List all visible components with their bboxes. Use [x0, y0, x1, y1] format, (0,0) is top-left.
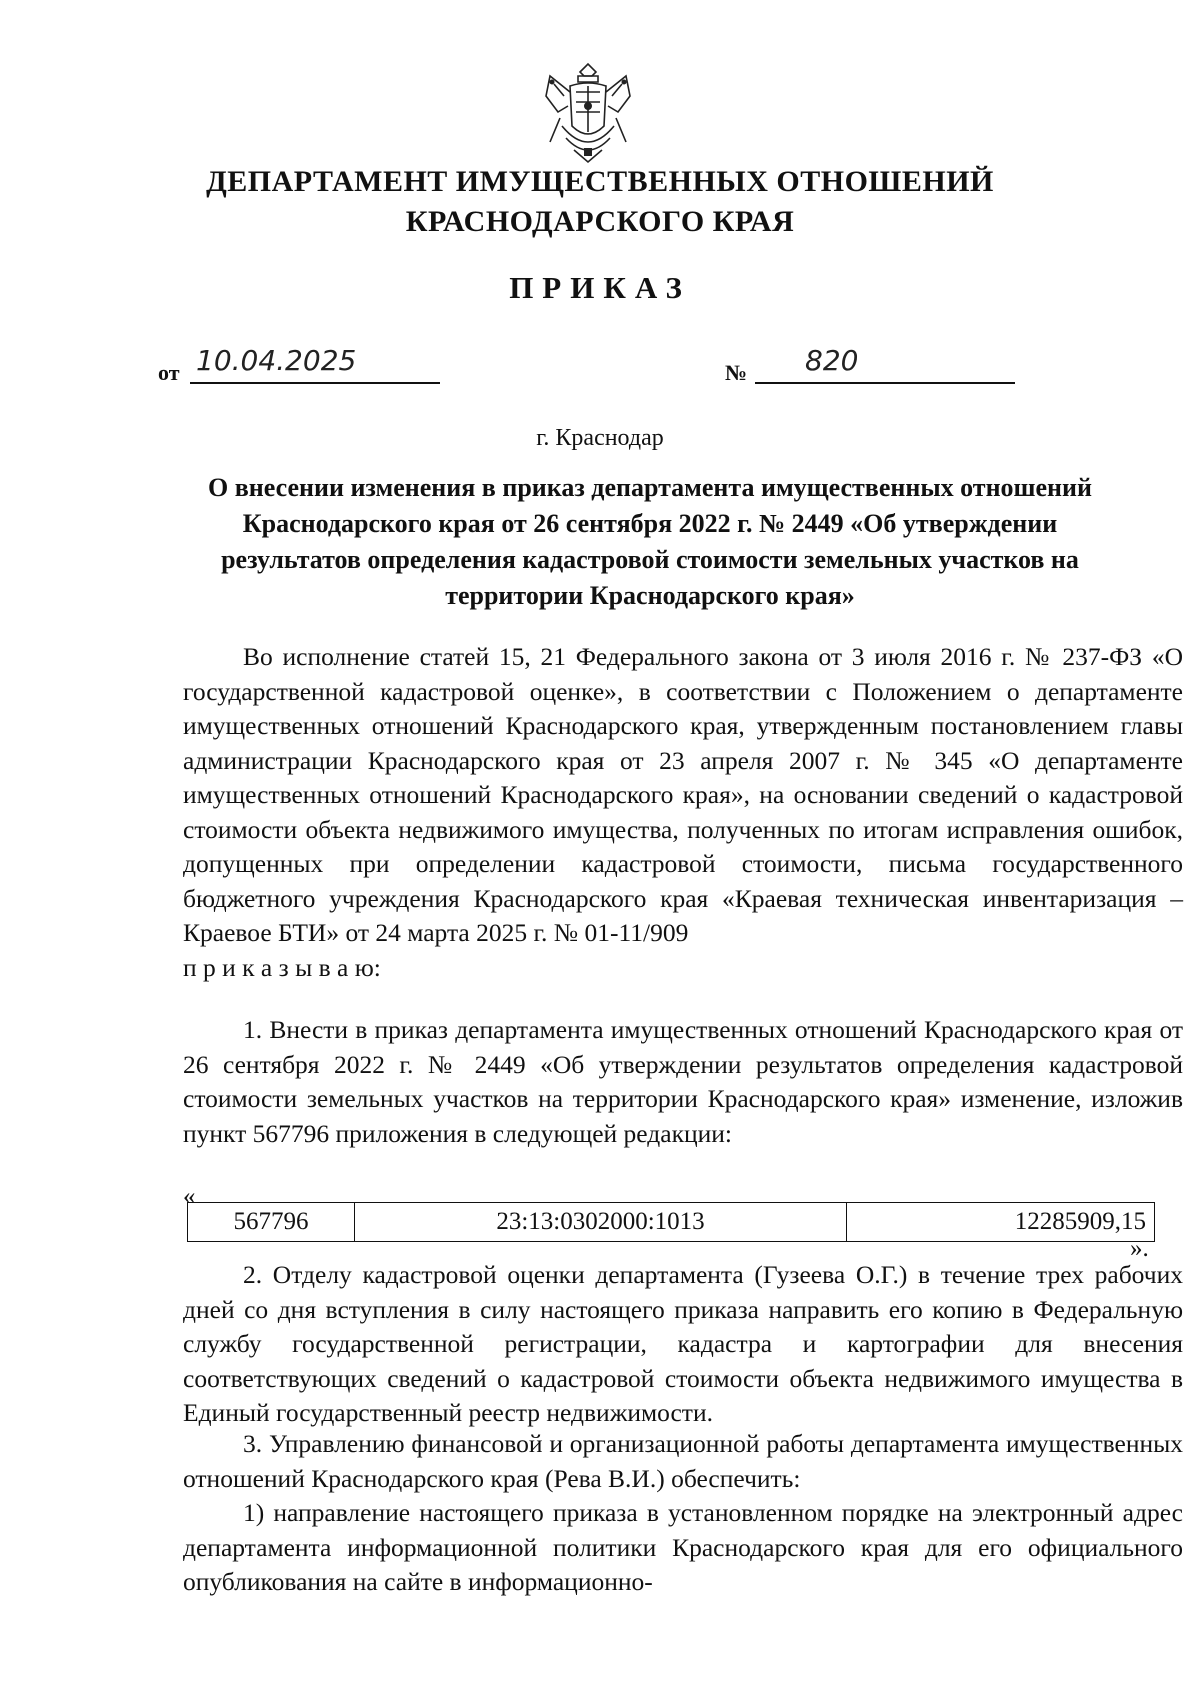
org-name-line2: КРАСНОДАРСКОГО КРАЯ	[405, 205, 795, 238]
coat-of-arms-icon	[540, 62, 636, 168]
handwritten-date: 10.04.2025	[190, 344, 440, 384]
intro-paragraph	[183, 640, 1183, 985]
city: г. Краснодар	[536, 425, 664, 451]
item-3-subitem-1: 1) направление настоящего приказа в установленном порядке на электронный адрес департамента информационной политики Краснодарского края для его официального опубликования на сайте в информационно-	[183, 1498, 1183, 1596]
document-type: ПРИКАЗ	[509, 270, 691, 305]
date-prefix: от	[158, 360, 180, 385]
table-row	[188, 1203, 1155, 1242]
cadastral-table	[187, 1202, 1155, 1242]
close-quote: ».	[1130, 1235, 1149, 1262]
item-2: 2. Отделу кадастровой оценки департамента (Гузеева О.Г.) в течение трех рабочих дней со дня вступления в силу настоящего приказа направить его копию в Федеральную службу государственной регистрации, кадастра и картографии для внесения соответствующих сведений о кадастровой стоимости объекта недвижимого имущества в Единый государственный реестр недвижимости.	[183, 1260, 1183, 1427]
open-quote: «	[183, 1183, 196, 1210]
intro-text: Во исполнение статей 15, 21 Федерального закона от 3 июля 2016 г. № 237-ФЗ «О государственной кадастровой оценке», в соответствии с Положением о департаменте имущественных отношений Краснодарского края, утвержденным постановлением главы администрации Краснодарского края от 23 апреля 2007 г. № 345 «О департаменте имущественных отношений Краснодарского края», на основании сведений о кадастровой стоимости объекта недвижимого имущества, полученных по итогам исправления ошибок, допущенных при определении кадастровой стоимости, письма государственного бюджетного учреждения Краснодарского края «Краевая техническая инвентаризация – Краевое БТИ» от 24 марта 2025 г. № 01-11/909	[183, 642, 1183, 947]
item-3: 3. Управлению финансовой и организационной работы департамента имущественных отношений Краснодарского края (Рева В.И.) обеспечить:	[183, 1429, 1183, 1493]
number-label: №	[725, 360, 748, 385]
table-cell-item-number: 567796	[188, 1203, 355, 1242]
document-title: О внесении изменения в приказ департамента имущественных отношений Краснодарского края от 26 сентября 2022 г. № 2449 «Об утверждении результатов определения кадастровой стоимости земельных участков на территории Краснодарского края»	[208, 473, 1092, 610]
order-word: п р и к а з ы в а ю:	[183, 952, 381, 982]
table-cell-cadastral-value: 12285909,15	[847, 1203, 1155, 1242]
org-name-line1: ДЕПАРТАМЕНТ ИМУЩЕСТВЕННЫХ ОТНОШЕНИЙ	[206, 165, 994, 198]
handwritten-number: 820	[755, 344, 1015, 384]
item-1: 1. Внести в приказ департамента имущественных отношений Краснодарского края от 26 сентября 2022 г. № 2449 «Об утверждении результатов определения кадастровой стоимости земельных участков на территории Краснодарского края» изменение, изложив пункт 567796 приложения в следующей редакции:	[183, 1015, 1183, 1148]
table-cell-cadastral-number: 23:13:0302000:1013	[355, 1203, 847, 1242]
